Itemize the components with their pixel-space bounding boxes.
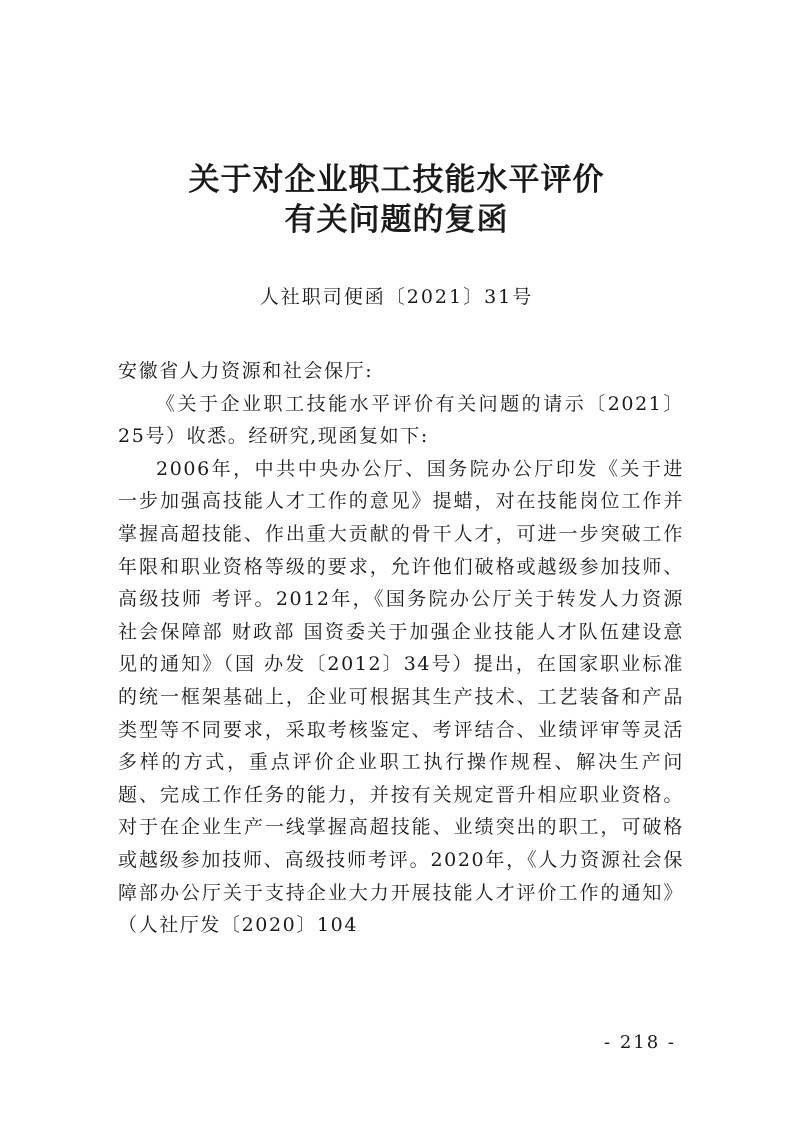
document-number: 人社职司便函〔2021〕31号 bbox=[259, 286, 534, 308]
salutation: 安徽省人力资源和社会保厅: bbox=[118, 360, 374, 382]
document-title-line-1: 关于对企业职工技能水平评价 bbox=[188, 162, 605, 198]
page-number: - 218 - bbox=[604, 1032, 676, 1053]
document-title-line-2: 有关问题的复函 bbox=[284, 202, 509, 238]
document-body bbox=[118, 355, 684, 942]
paragraph: 《关于企业职工技能水平评价有关问题的请示〔2021〕25号）收悉。经研究,现函复如下: bbox=[118, 392, 684, 448]
paragraph: 2006年，中共中央办公厅、国务院办公厅印发《关于进一步加强高技能人才工作的意见》提蜡，对在技能岗位工作并掌握高超技能、作出重大贡献的骨干人才，可进一步突破工作年限和职业资格等级的要求，允许他们破格或越级参加技师、高级技师 考评。2012年，《国务院办公厅关于转发人力资源社会保障部 财政部 国资委关于加强企业技能人才队伍建设意见的通知》（国 办发〔2012〕34号）提出，在国家职业标准的统一框架基础上，企业可根据其生产技术、工艺装备和产品类型等不同要求，采取考核鉴定、考评结合、业绩评审等灵活多样的方式，重点评价企业职工执行操作规程、解决生产问题、完成工作任务的能力，并按有关规定晋升相应职业资格。对于在企业生产一线掌握高超技能、业绩突出的职工，可破格或越级参加技师、高级技师考评。2020年，《人力资源社会保障部办公厅关于支持企业大力开展技能人才评价工作的通知》（人社厅发〔2020〕104 bbox=[118, 457, 684, 937]
